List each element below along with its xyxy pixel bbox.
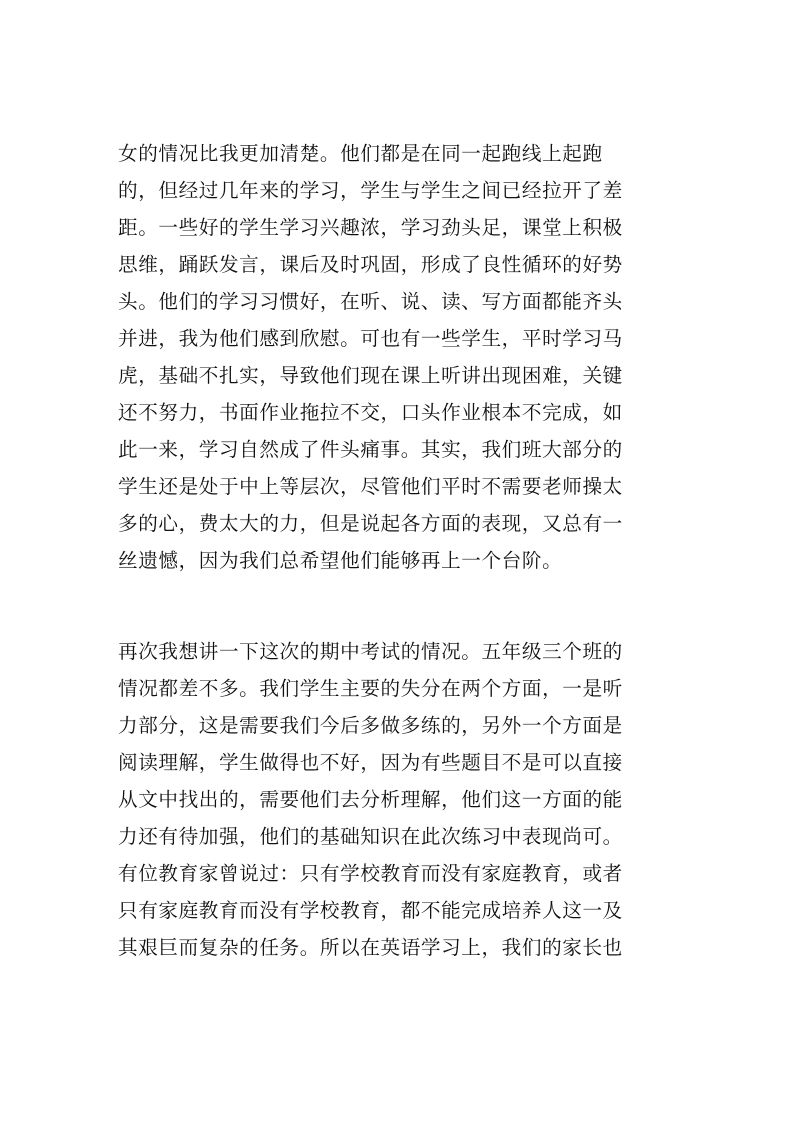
text-line: 距。一些好的学生学习兴趣浓，学习劲头足，课堂上积极 <box>118 216 623 239</box>
text-line: 还不努力，书面作业拖拉不交，口头作业根本不完成，如 <box>118 401 623 424</box>
text-line: 力还有待加强，他们的基础知识在此次练习中表现尚可。 <box>118 825 623 848</box>
text-line: 力部分，这是需要我们今后多做多练的，另外一个方面是 <box>118 714 623 737</box>
text-line: 丝遗憾，因为我们总希望他们能够再上一个台阶。 <box>118 549 563 572</box>
text-line: 此一来，学习自然成了件头痛事。其实，我们班大部分的 <box>118 438 623 461</box>
text-line: 从文中找出的，需要他们去分析理解，他们这一方面的能 <box>118 788 623 811</box>
text-line: 再次我想讲一下这次的期中考试的情况。五年级三个班的 <box>118 640 623 663</box>
text-line: 的，但经过几年来的学习，学生与学生之间已经拉开了差 <box>118 179 623 202</box>
text-line: 阅读理解，学生做得也不好，因为有些题目不是可以直接 <box>118 751 623 774</box>
text-line: 情况都差不多。我们学生主要的失分在两个方面，一是听 <box>118 677 623 700</box>
text-line: 头。他们的学习习惯好，在听、说、读、写方面都能齐头 <box>118 290 623 313</box>
text-line: 虎，基础不扎实，导致他们现在课上听讲出现困难，关键 <box>118 364 623 387</box>
text-line: 有位教育家曾说过：只有学校教育而没有家庭教育，或者 <box>118 862 623 885</box>
text-line: 只有家庭教育而没有学校教育，都不能完成培养人这一及 <box>118 899 623 922</box>
text-line: 思维，踊跃发言，课后及时巩固，形成了良性循环的好势 <box>118 253 623 276</box>
text-line: 多的心，费太大的力，但是说起各方面的表现，又总有一 <box>118 512 623 535</box>
text-line: 学生还是处于中上等层次，尽管他们平时不需要老师操太 <box>118 475 623 498</box>
text-line: 并进，我为他们感到欣慰。可也有一些学生，平时学习马 <box>118 327 623 350</box>
text-line: 女的情况比我更加清楚。他们都是在同一起跑线上起跑 <box>118 142 603 165</box>
text-line: 其艰巨而复杂的任务。所以在英语学习上，我们的家长也 <box>118 936 623 959</box>
